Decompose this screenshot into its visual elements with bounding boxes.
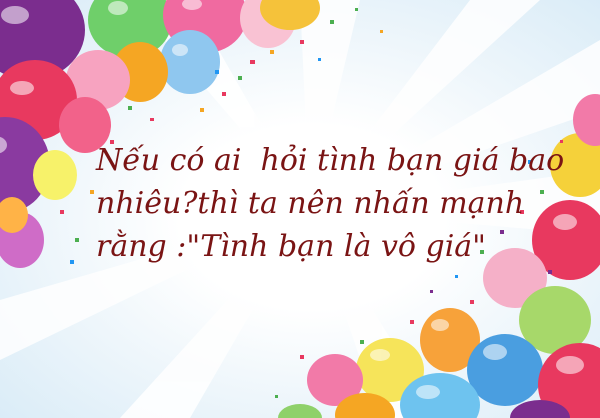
greeting-message: [96, 139, 596, 268]
balloon: [278, 404, 322, 418]
balloon: [467, 334, 543, 406]
greeting-line-2: nhiêu?thì ta nên nhấn mạnh: [96, 186, 525, 221]
greeting-line-3: rằng :"Tình bạn là vô giá": [96, 229, 486, 264]
greeting-line-1: Nếu có ai hỏi tình bạn giá bao: [96, 143, 565, 178]
